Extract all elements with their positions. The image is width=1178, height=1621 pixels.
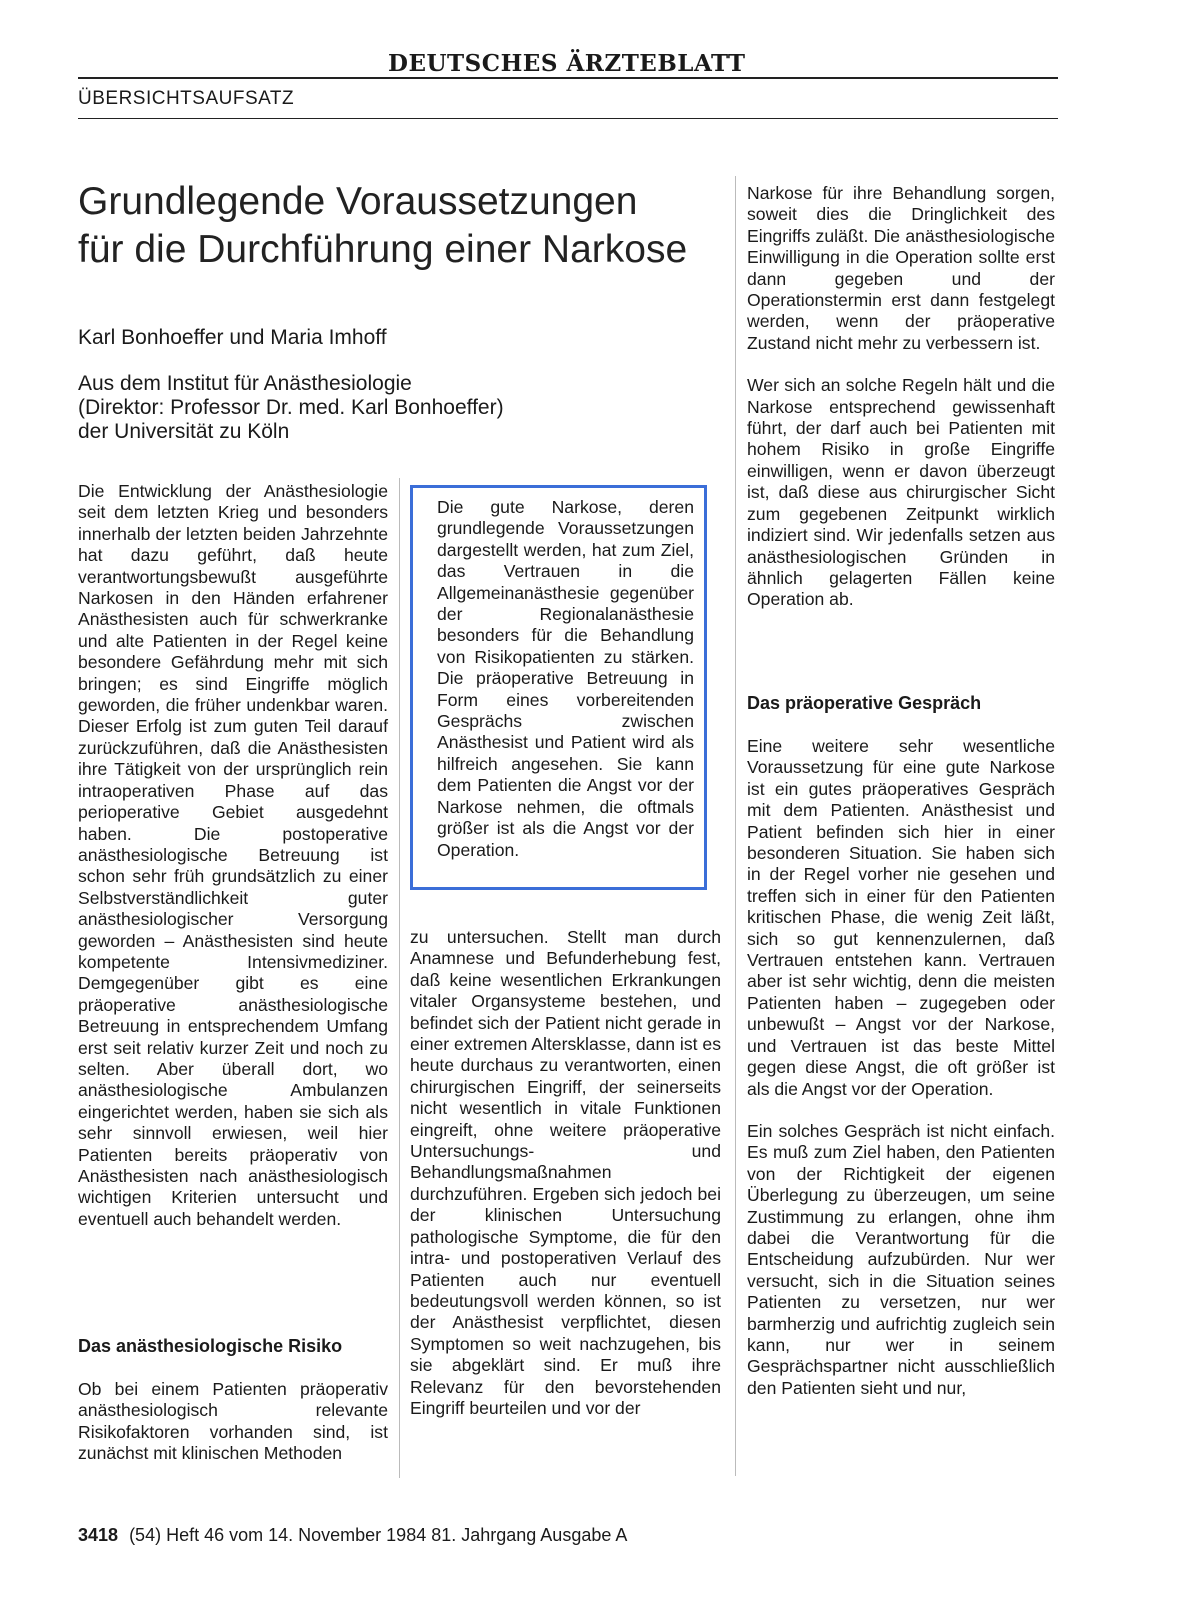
section-heading-talk: Das präoperative Gespräch: [747, 693, 982, 713]
masthead: DEUTSCHES ÄRZTEBLATT: [388, 50, 746, 77]
abstract-text: Die gute Narkose, deren grundlegende Voraussetzungen dargestellt werden, hat zum Ziel, das Vertrauen in die Allgemeinanästhesie gegenüber der Regionalanästhesie besonders für die Behandlung von Risikopatienten zu stärken. Die präoperative Betreuung in Form eines vorbereitenden Gesprächs zwischen Anästhesist und Patient wird als hilfreich angesehen. Sie kann dem Patienten die Angst vor der Narkose nehmen, die oftmals größer ist als die Angst vor der Operation.: [437, 497, 694, 860]
institution-line: (Direktor: Professor Dr. med. Karl Bonhoeffer): [78, 396, 504, 419]
paragraph: Die Entwicklung der Anästhesiologie seit dem letzten Krieg und besonders innerhalb der letzten beiden Jahrzehnte hat dazu geführt, daß heute verantwortungsbewußt ausgeführte Narkosen in den Händen erfahrener Anästhesisten auch für schwerkranke und alte Patienten in der Regel keine besondere Gefährdung mehr mit sich bringen; es sind Eingriffe möglich geworden, die früher undenkbar waren. Dieser Erfolg ist zum guten Teil darauf zurückzuführen, daß die Anästhesisten ihre Tätigkeit von der ursprünglich rein intraoperativen Phase auf das perioperative Gebiet ausgedehnt haben. Die postoperative anästhesiologische Betreuung ist schon sehr früh grundsätzlich zu einer Selbstverständlichkeit guter anästhesiologischer Versorgung geworden – Anästhesisten sind heute kompetente Intensivmediziner. Demgegenüber gibt es eine präoperative anästhesiologische Betreuung in entsprechendem Umfang erst seit relativ kurzer Zeit und noch zu selten. Aber überall dort, wo anästhesiologische Ambulanzen eingerichtet werden, haben sie sich als sehr sinnvoll erwiesen, weil hier Patienten bereits präoperativ von Anästhesisten nach anästhesiologisch wichtigen Kriterien untersucht und eventuell auch behandelt werden.: [78, 481, 388, 1229]
paragraph: Ein solches Gespräch ist nicht einfach. Es muß zum Ziel haben, den Patienten von der Richtigkeit der eigenen Überlegung zu überzeugen, um seine Zustimmung zu erlangen, ohne ihm dabei die Verantwortung für die Entscheidung aufzubürden. Nur wer versucht, sich in die Situation seines Patienten zu versetzen, nur wer barmherzig und aufrichtig zugleich sein kann, nur wer in seinem Gesprächspartner nicht ausschließlich den Patienten sieht und nur,: [747, 1120, 1055, 1398]
issue-info: (54) Heft 46 vom 14. November 1984 81. Jahrgang Ausgabe A: [129, 1525, 628, 1545]
paragraph: Ob bei einem Patienten präoperativ anästhesiologisch relevante Risikofaktoren vorhanden sind, ist zunächst mit klinischen Methoden: [78, 1379, 388, 1464]
column-1-risk: [78, 1379, 388, 1465]
paragraph: Narkose für ihre Behandlung sorgen, soweit dies die Dringlichkeit des Eingriffs zuläßt. Die anästhesiologische Einwilligung in die Operation sollte erst dann gegeben und der Operationstermin erst dann festgelegt werden, wenn der präoperative Zustand nicht mehr zu verbessern ist.: [747, 183, 1055, 353]
institution-line: der Universität zu Köln: [78, 420, 290, 443]
institution-line: Aus dem Institut für Anästhesiologie: [78, 372, 412, 395]
title-line: für die Durchführung einer Narkose: [78, 228, 688, 271]
column-1: [78, 481, 388, 1230]
institution: [78, 372, 504, 444]
column-3-talk: [747, 736, 1055, 1399]
column-divider: [735, 176, 736, 1476]
page-number: 3418: [78, 1525, 119, 1545]
section-heading-risk: Das anästhesiologische Risiko: [78, 1336, 343, 1356]
paragraph: Eine weitere sehr wesentliche Voraussetzung für eine gute Narkose ist ein gutes präoperatives Gespräch mit dem Patienten. Anästhesist und Patient befinden sich hier in einer besonderen Situation. Sie haben sich in der Regel vorher nie gesehen und treffen sich in einer für den Patienten kritischen Phase, die wenig Zeit läßt, sich so gut kennenzulernen, daß Vertrauen entstehen kann. Vertrauen aber ist sehr wichtig, denn die meisten Patienten haben – zugegeben oder unbewußt – Angst vor der Narkose, und Vertrauen ist das beste Mittel gegen diese Angst, die oft größer ist als die Angst vor der Operation.: [747, 736, 1055, 1099]
rubric-rule: [78, 118, 1058, 119]
masthead-rule: [78, 77, 1058, 79]
column-2: [410, 927, 721, 1419]
title-line: Grundlegende Voraussetzungen: [78, 180, 638, 223]
rubric: ÜBERSICHTSAUFSATZ: [78, 88, 295, 109]
paragraph: Wer sich an solche Regeln hält und die Narkose entsprechend gewissenhaft führt, der darf auch bei Patienten mit hohem Risiko in große Eingriffe einwilligen, wenn er davon überzeugt ist, daß diese aus chirurgischer Sicht zum gegebenen Zeitpunkt wirklich indiziert sind. Wir jedenfalls setzen aus anästhesiologischen Gründen in ähnlich gelagerten Fällen keine Operation ab.: [747, 375, 1055, 610]
column-3: [747, 183, 1055, 611]
article-title: [78, 178, 738, 274]
paragraph: zu untersuchen. Stellt man durch Anamnese und Befunderhebung fest, daß keine wesentlichen Erkrankungen vitaler Organsysteme bestehen, und befindet sich der Patient nicht gerade in einer extremen Altersklasse, dann ist es heute durchaus zu verantworten, einen chirurgischen Eingriff, der seinerseits nicht wesentlich in vitale Funktionen eingreift, ohne weitere präoperative Untersuchungs- und Behandlungsmaßnahmen durchzuführen. Ergeben sich jedoch bei der klinischen Untersuchung pathologische Symptome, die für den intra- und postoperativen Verlauf des Patienten auch nur eventuell bedeutungsvoll werden können, so ist der Anästhesist verpflichtet, diesen Symptomen so weit nachzugehen, bis sie abgeklärt sind. Er muß ihre Relevanz für den bevorstehenden Eingriff beurteilen und vor der: [410, 927, 721, 1418]
page-footer: [78, 1525, 627, 1546]
column-divider: [399, 478, 400, 1478]
authors: Karl Bonhoeffer und Maria Imhoff: [78, 326, 387, 349]
